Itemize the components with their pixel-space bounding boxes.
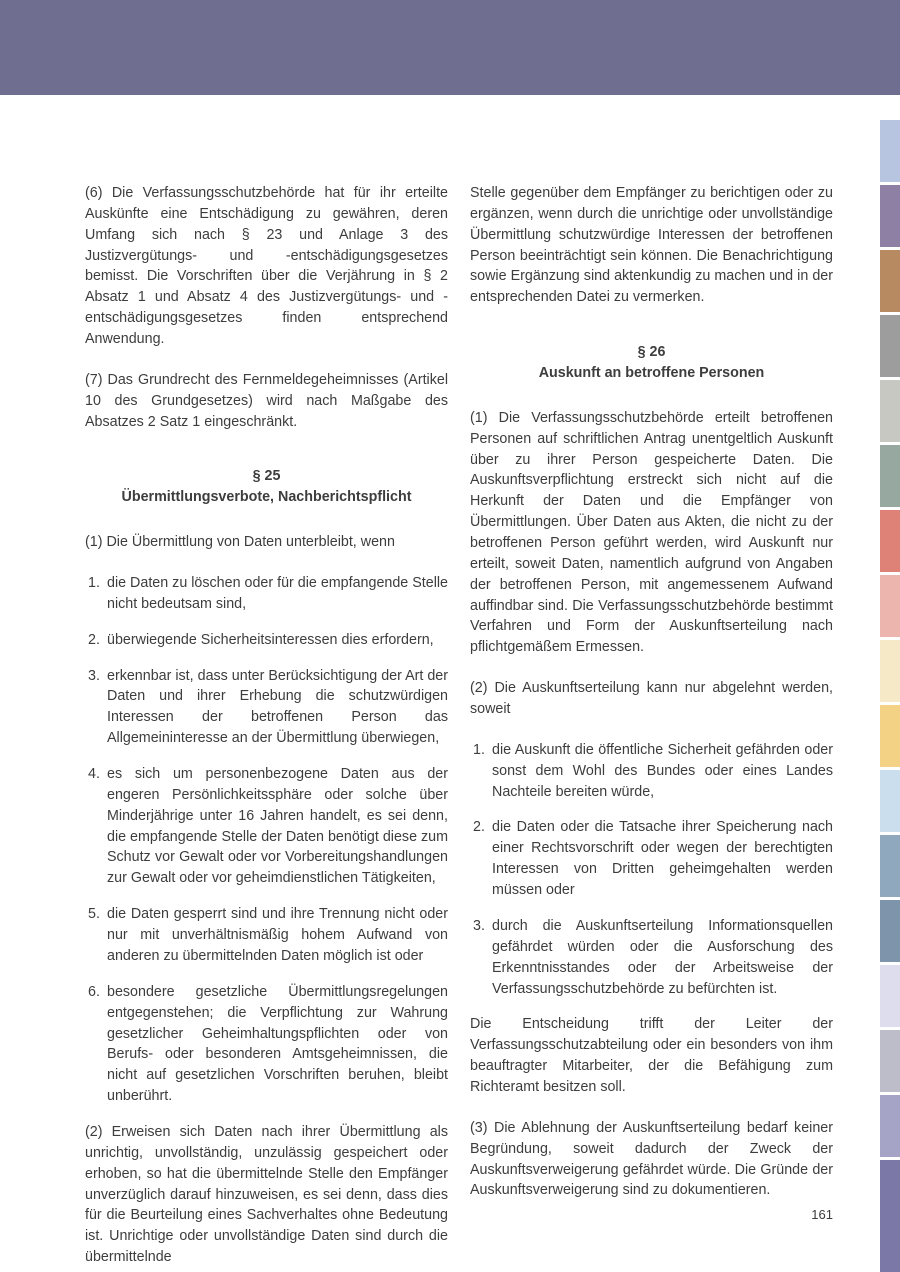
- edge-tab: [880, 445, 900, 507]
- edge-tab: [880, 380, 900, 442]
- list-item-text: die Auskunft die öffentliche Sicherheit gefährden oder sonst dem Wohl des Bundes oder eines Landes Nachteile bereiten würde,: [492, 741, 833, 800]
- list-item-number: 1.: [88, 575, 100, 592]
- page-content: [85, 183, 833, 1272]
- list-item-text: überwiegende Sicherheitsinteressen dies erfordern,: [107, 631, 434, 648]
- edge-tab: [880, 965, 900, 1027]
- list-item: [470, 740, 833, 803]
- edge-tab: [880, 575, 900, 637]
- edge-tab: [880, 1030, 900, 1092]
- list-item: [85, 764, 448, 889]
- list-item-number: 6.: [88, 983, 100, 1000]
- edge-tab: [880, 640, 900, 702]
- list-item: [85, 666, 448, 749]
- header-band: [0, 0, 900, 95]
- right-column: [470, 183, 833, 1272]
- edge-tab: [880, 1160, 900, 1272]
- edge-tab: [880, 120, 900, 182]
- edge-tab: [880, 705, 900, 767]
- list-item: [85, 982, 448, 1107]
- paragraph-26-2-intro: (2) Die Auskunftserteilung kann nur abgelehnt werden, soweit: [470, 680, 833, 718]
- list-item-number: 4.: [88, 766, 100, 783]
- list-item-text: es sich um personenbezogene Daten aus der engeren Persönlichkeitssphäre oder solche über Minderjährige unter 16 Jahren handelt, es sei denn, die empfangende Stelle der Daten benötigt diese zum Schutz vor Gewalt oder vor Vorbereitungshandlungen zur Gewalt oder vor geheimdienstlichen Tätigkeiten,: [107, 766, 448, 887]
- paragraph-6: (6) Die Verfassungsschutzbehörde hat für ihr erteilte Auskünfte eine Entschädigung zu gewähren, deren Umfang sich nach § 23 und Anlage 3 des Justizvergütungs- und -entschädigungsgesetzes bemisst. Die Vorschriften über die Verjährung in § 2 Absatz 1 und Absatz 4 des Justizvergütungs- und -entschädigungsgesetzes finden entsprechend Anwendung.: [85, 185, 448, 348]
- list-item-text: erkennbar ist, dass unter Berücksichtigung der Art der Daten und ihrer Erhebung die schutzwürdigen Interessen der betroffenen Person das Allgemeininteresse an der Übermittlung überwiegen,: [107, 667, 448, 747]
- paragraph-2: (2) Erweisen sich Daten nach ihrer Übermittlung als unrichtig, unvollständig, unzulässig gespeichert oder erhoben, so hat die übermittelnde Stelle den Empfänger unverzüglich darauf hinzuweisen, es sei denn, dass dies für die Beurteilung eines Sachverhaltes ohne Bedeutung ist. Unrichtige oder unvollständige Daten sind durch die übermittelnde: [85, 1123, 448, 1266]
- paragraph-26-1: (1) Die Verfassungsschutzbehörde erteilt betroffenen Personen auf schriftlichen Antrag unentgeltlich Auskunft über zu ihrer Person gespeicherte Daten. Die Auskunftsverpflichtung erstreckt sich nicht auf die Herkunft der Daten und die Empfänger von Übermittlungen. Über Daten aus Akten, die nicht zu der betroffenen Person geführt werden, wird Auskunft nur erteilt, soweit Daten, namentlich aufgrund von Angaben der betroffenen Person, mit angemessenem Aufwand auffindbar sind. Die Verfassungsschutzbehörde bestimmt Verfahren und Form der Auskunftserteilung nach pflichtgemäßem Ermessen.: [470, 409, 833, 656]
- list-item-text: die Daten zu löschen oder für die empfangende Stelle nicht bedeutsam sind,: [107, 575, 448, 612]
- edge-tab: [880, 770, 900, 832]
- section-26-title: Auskunft an betroffene Personen: [538, 365, 765, 382]
- section-26-number: § 26: [637, 344, 666, 361]
- list-item-number: 2.: [88, 631, 100, 648]
- edge-tab: [880, 250, 900, 312]
- list-item-text: durch die Auskunftserteilung Informationsquellen gefährdet würden oder die Ausforschung des Erkenntnisstandes oder der Arbeitsweise der Verfassungsschutzbehörde zu befürchten ist.: [492, 917, 833, 997]
- left-column: [85, 183, 448, 1272]
- list-item-text: besondere gesetzliche Übermittlungsregelungen entgegenstehen; die Verpflichtung zur Wahrung gesetzlicher Geheimhaltungspflichten oder von Berufs- oder besonderen Amtsgeheimnissen, die nicht auf gesetzlichen Vorschriften beruhen, bleibt unberührt.: [107, 983, 448, 1105]
- list-item-number: 2.: [473, 819, 485, 836]
- section-25-heading: [85, 466, 448, 508]
- edge-tab: [880, 835, 900, 897]
- list-item: [470, 817, 833, 900]
- list-item-number: 1.: [473, 741, 485, 758]
- list-item-text: die Daten gesperrt sind und ihre Trennung nicht oder nur mit unverhältnismäßig hohem Aufwand von anderen zu übermittelnden Daten möglich ist oder: [107, 906, 448, 964]
- edge-tab: [880, 510, 900, 572]
- section-26-heading: [470, 342, 833, 384]
- paragraph-26-2-closing: Die Entscheidung trifft der Leiter der Verfassungsschutzabteilung oder ein besonders von ihm beauftragter Mitarbeiter, der die Befähigung zum Richteramt besitzen soll.: [470, 1016, 833, 1095]
- section-25-list: [85, 573, 448, 1107]
- list-item-number: 5.: [88, 906, 100, 923]
- list-item: [85, 573, 448, 615]
- page-number: 161: [811, 1207, 833, 1222]
- edge-tab-strip: [880, 120, 900, 1272]
- list-item-number: 3.: [88, 667, 100, 684]
- list-item: [85, 904, 448, 967]
- list-item: [470, 916, 833, 999]
- paragraph-1-intro: (1) Die Übermittlung von Daten unterbleibt, wenn: [85, 534, 395, 551]
- paragraph-7: (7) Das Grundrecht des Fernmeldegeheimnisses (Artikel 10 des Grundgesetzes) wird nach Maßgabe des Absatzes 2 Satz 1 eingeschränkt.: [85, 371, 448, 430]
- edge-tab: [880, 185, 900, 247]
- edge-tab: [880, 1095, 900, 1157]
- list-item-number: 3.: [473, 917, 485, 934]
- list-item: [85, 630, 448, 651]
- paragraph-26-3: (3) Die Ablehnung der Auskunftserteilung bedarf keiner Begründung, soweit dadurch der Zweck der Auskunftsverweigerung gefährdet würde. Die Gründe der Auskunftsverweigerung sind zu dokumentieren.: [470, 1119, 833, 1199]
- section-26-list: [470, 740, 833, 999]
- paragraph-2-continuation: Stelle gegenüber dem Empfänger zu berichtigen oder zu ergänzen, wenn durch die unrichtige oder unvollständige Übermittlung schutzwürdige Interessen der betroffenen Person beeinträchtigt sein können. Die Benachrichtigung sowie Ergänzung sind aktenkundig zu machen und in der entsprechenden Datei zu vermerken.: [470, 185, 833, 306]
- section-25-title: Übermittlungsverbote, Nachberichtspflicht: [121, 489, 412, 506]
- list-item-text: die Daten oder die Tatsache ihrer Speicherung nach einer Rechtsvorschrift oder wegen der berechtigten Interessen von Dritten geheimgehalten werden müssen oder: [492, 819, 833, 899]
- edge-tab: [880, 315, 900, 377]
- section-25-number: § 25: [252, 468, 281, 485]
- edge-tab: [880, 900, 900, 962]
